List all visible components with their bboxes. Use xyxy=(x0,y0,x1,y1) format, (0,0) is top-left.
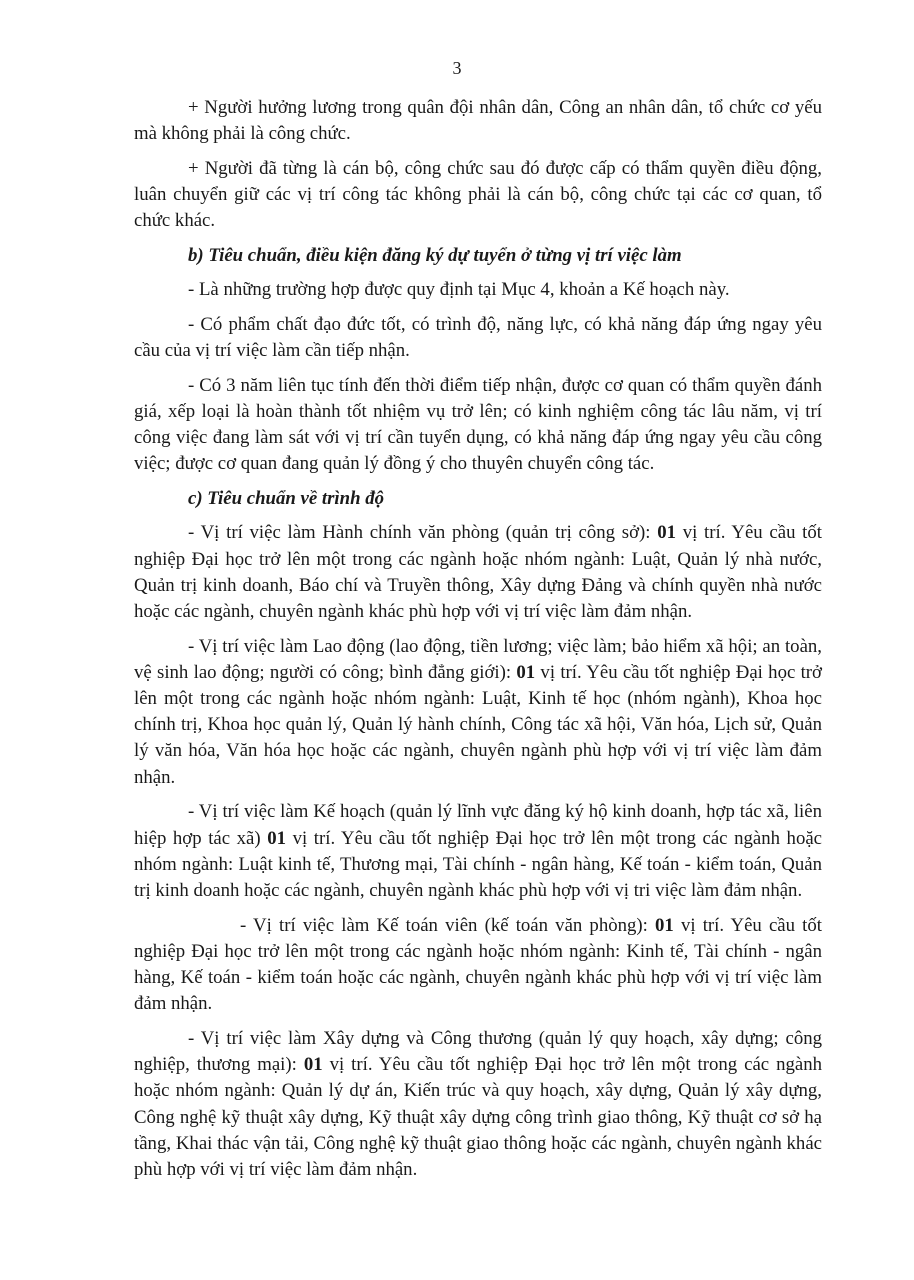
paragraph-xay-dung xyxy=(134,1026,822,1183)
paragraph-quan-doi: + Người hưởng lương trong quân đội nhân dân, Công an nhân dân, tổ chức cơ yếu mà không phải là công chức. xyxy=(134,97,822,145)
position-count: 01 xyxy=(267,827,286,849)
paragraph-text-before: - Vị trí việc làm Kế hoạch (quản lý lĩnh vực đăng ký hộ kinh doanh, hợp tác xã, liên hiệp hợp tác xã) xyxy=(134,801,822,849)
paragraph-3-nam: - Có 3 năm liên tục tính đến thời điểm tiếp nhận, được cơ quan có thẩm quyền đánh giá, xếp loại là hoàn thành tốt nhiệm vụ trở lên; có kinh nghiệm công tác lâu năm, vị trí công việc đang làm sát với vị trí cần tuyển dụng, có khả năng đáp ứng ngay yêu cầu công việc; được cơ quan đang quản lý đồng ý cho thuyên chuyển công tác. xyxy=(134,374,822,475)
paragraph-text-before: - Vị trí việc làm Xây dựng và Công thương (quản lý quy hoạch, xây dựng; công nghiệp, thương mại): xyxy=(134,1028,822,1076)
section-heading-b: b) Tiêu chuẩn, điều kiện đăng ký dự tuyển ở từng vị trí việc làm xyxy=(188,245,682,267)
paragraph-luan-chuyen: + Người đã từng là cán bộ, công chức sau đó được cấp có thẩm quyền điều động, luân chuyển giữ các vị trí công tác không phải là cán bộ, công chức tại các cơ quan, tổ chức khác. xyxy=(134,157,822,232)
position-count: 01 xyxy=(516,661,536,683)
paragraph-text-after: vị trí. Yêu cầu tốt nghiệp Đại học trở lên một trong các ngành hoặc nhóm ngành: Luật, Kinh tế học (nhóm ngành), Khoa học chính trị, Khoa học quản lý, Quản lý hành chính, Công tác xã hội, Văn hóa, Lịch sử, Quản lý văn hóa, Văn hóa học hoặc các ngành, chuyên ngành phù hợp với vị trí việc làm đảm nhận. xyxy=(134,661,822,788)
position-count: 01 xyxy=(657,522,676,544)
position-count: 01 xyxy=(655,914,674,936)
paragraph-hanh-chinh xyxy=(134,520,822,625)
paragraph-text-before: - Vị trí việc làm Lao động (lao động, tiền lương; việc làm; bảo hiểm xã hội; an toàn, vệ sinh lao động; người có công; bình đẳng giới): xyxy=(134,635,822,683)
paragraph-text-after: vị trí. Yêu cầu tốt nghiệp Đại học trở lên một trong các ngành hoặc nhóm ngành: Kinh tế, Tài chính - ngân hàng, Kế toán - kiểm toán hoặc các ngành, chuyên ngành khác phù hợp với vị trí việc làm đảm nhận. xyxy=(134,914,823,1015)
document-body xyxy=(134,95,822,1192)
paragraph-text-after: vị trí. Yêu cầu tốt nghiệp Đại học trở lên một trong các ngành hoặc nhóm ngành: Quản lý dự án, Kiến trúc và quy hoạch, xây dựng, Quản lý xây dựng, Công nghệ kỹ thuật xây dựng, Kỹ thuật xây dựng công trình giao thông, Kỹ thuật cơ sở hạ tầng, Khai thác vận tải, Công nghệ kỹ thuật giao thông hoặc các ngành, chuyên ngành khác phù hợp với vị trí việc làm đảm nhận. xyxy=(134,1054,822,1181)
paragraph-ke-hoach xyxy=(134,799,822,904)
position-count: 01 xyxy=(303,1054,323,1076)
paragraph-pham-chat: - Có phẩm chất đạo đức tốt, có trình độ, năng lực, có khả năng đáp ứng ngay yêu cầu của vị trí việc làm cần tiếp nhận. xyxy=(134,313,822,362)
paragraph-text-after: vị trí. Yêu cầu tốt nghiệp Đại học trở lên một trong các ngành hoặc nhóm ngành: Luật kinh tế, Thương mại, Tài chính - ngân hàng, Kế toán - kiểm toán, Quản trị kinh doanh hoặc các ngành, chuyên ngành khác phù hợp với vị tri việc làm đảm nhận. xyxy=(134,827,823,901)
paragraph-text-before: - Vị trí việc làm Hành chính văn phòng (quản trị công sở): xyxy=(188,522,658,544)
paragraph-text-after: vị trí. Yêu cầu tốt nghiệp Đại học trở lên một trong các ngành hoặc nhóm ngành: Luật, Quản lý nhà nước, Quản trị kinh doanh, Báo chí và Truyền thông, Xây dựng Đảng và chính quyền nhà nước hoặc các ngành, chuyên ngành khác phù hợp với vị trí việc làm đảm nhận. xyxy=(134,522,823,622)
paragraph-muc-4: - Là những trường hợp được quy định tại Mục 4, khoản a Kế hoạch này. xyxy=(188,279,730,301)
paragraph-lao-dong xyxy=(134,634,822,791)
page-number: 3 xyxy=(452,58,462,78)
section-heading-c: c) Tiêu chuẩn về trình độ xyxy=(188,488,384,510)
paragraph-ke-toan xyxy=(134,913,822,1018)
paragraph-text-before: - Vị trí việc làm Kế toán viên (kế toán văn phòng): xyxy=(240,914,656,936)
